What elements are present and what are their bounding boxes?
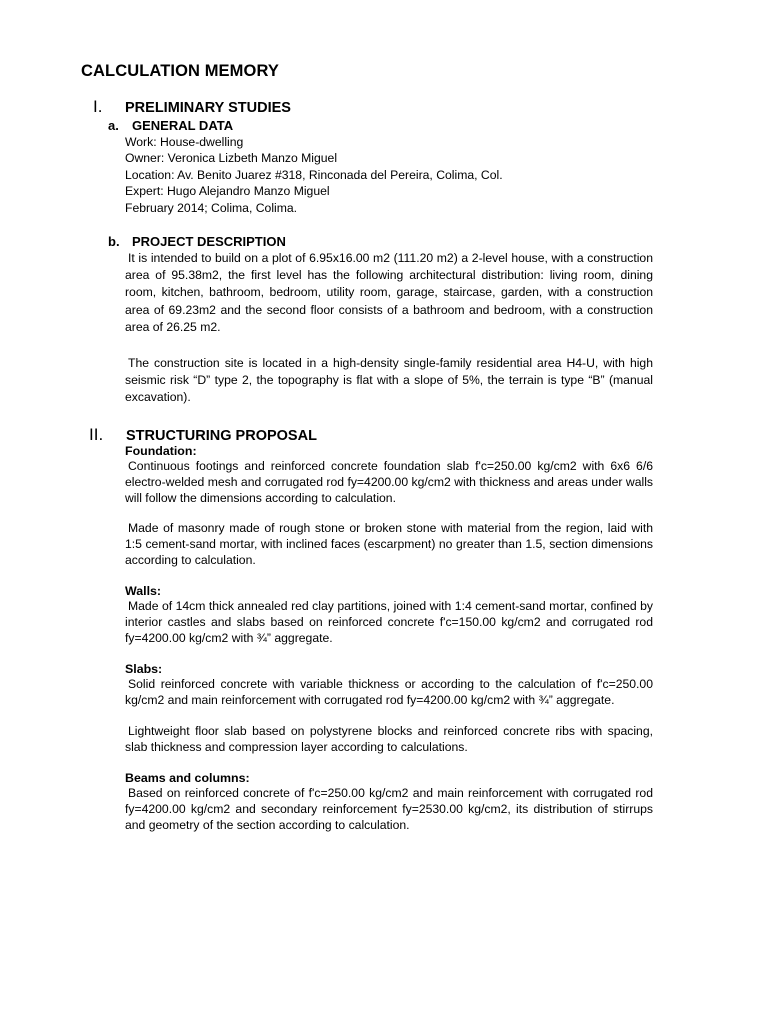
general-data-location: Location: Av. Benito Juarez #318, Rinconada del Pereira, Colima, Col. bbox=[125, 167, 503, 182]
general-data-date: February 2014; Colima, Colima. bbox=[125, 200, 298, 215]
subsection-title: GENERAL DATA bbox=[132, 118, 234, 133]
foundation-paragraph-1: Continuous footings and reinforced concrete foundation slab f'c=250.00 kg/cm2 with 6x6 6/6 electro-welded mesh and corrugated rod fy=4200.00 kg/cm2 with thickness and areas under walls will follow the dimensions according to calculation. bbox=[125, 459, 653, 505]
general-data-list bbox=[125, 134, 503, 216]
general-data-owner: Owner: Veronica Lizbeth Manzo Miguel bbox=[125, 151, 338, 166]
general-data-expert: Expert: Hugo Alejandro Manzo Miguel bbox=[125, 184, 330, 199]
beams-columns-label: Beams and columns: bbox=[125, 771, 250, 785]
section-title: STRUCTURING PROPOSAL bbox=[126, 428, 317, 444]
section-numeral: I. bbox=[93, 97, 103, 116]
subsection-letter: a. bbox=[108, 118, 119, 133]
general-data-work: Work: House-dwelling bbox=[125, 135, 244, 149]
subsection-heading-project-description bbox=[108, 234, 286, 249]
section-numeral: II. bbox=[89, 425, 104, 444]
beams-columns-paragraph-1: Based on reinforced concrete of f'c=250.00 kg/cm2 and main reinforcement with corrugated rod fy=4200.00 kg/cm2 and secondary reinforcement fy=2530.00 kg/cm2, its distribution of stirrups and geometry of the section according to calculation. bbox=[125, 786, 653, 832]
section-heading-structuring-proposal bbox=[89, 425, 317, 445]
section-title: PRELIMINARY STUDIES bbox=[125, 100, 291, 116]
project-description-paragraph-2: The construction site is located in a high-density single-family residential area H4-U, with high seismic risk “D” type 2, the topography is flat with a slope of 5%, the terrain is type “B” (manual excavation). bbox=[125, 356, 653, 405]
slabs-paragraph-2: Lightweight floor slab based on polystyrene blocks and reinforced concrete ribs with spacing, slab thickness and compression layer according to calculations. bbox=[125, 724, 653, 754]
slabs-paragraph-1: Solid reinforced concrete with variable thickness or according to the calculation of f'c=250.00 kg/cm2 and main reinforcement with corrugated rod fy=4200.00 kg/cm2 with ¾” aggregate. bbox=[125, 677, 653, 707]
document-title: CALCULATION MEMORY bbox=[81, 62, 279, 80]
project-description-paragraph-1: It is intended to build on a plot of 6.95x16.00 m2 (111.20 m2) a 2-level house, with a construction area of 95.38m2, the first level has the following architectural distribution: living room, dining room, kitchen, bathroom, bedroom, utility room, garage, staircase, garden, with a construction area of 69.23m2 and the second floor consists of a bathroom and bedroom, with a construction area of 26.25 m2. bbox=[125, 251, 653, 334]
subsection-letter: b. bbox=[108, 234, 120, 249]
slabs-label: Slabs: bbox=[125, 662, 163, 676]
subsection-heading-general-data bbox=[108, 118, 233, 133]
walls-label: Walls: bbox=[125, 584, 162, 598]
foundation-paragraph-2: Made of masonry made of rough stone or broken stone with material from the region, laid with 1:5 cement-sand mortar, with inclined faces (escarpment) no greater than 1.5, section dimensions according to calculation. bbox=[125, 521, 653, 567]
foundation-label: Foundation: bbox=[125, 444, 197, 458]
section-heading-preliminary-studies bbox=[93, 97, 291, 117]
subsection-title: PROJECT DESCRIPTION bbox=[132, 234, 286, 249]
walls-paragraph-1: Made of 14cm thick annealed red clay partitions, joined with 1:4 cement-sand mortar, confined by interior castles and slabs based on reinforced concrete f'c=150.00 kg/cm2 and corrugated rod fy=4200.00 kg/cm2 with ¾” aggregate. bbox=[125, 599, 653, 645]
